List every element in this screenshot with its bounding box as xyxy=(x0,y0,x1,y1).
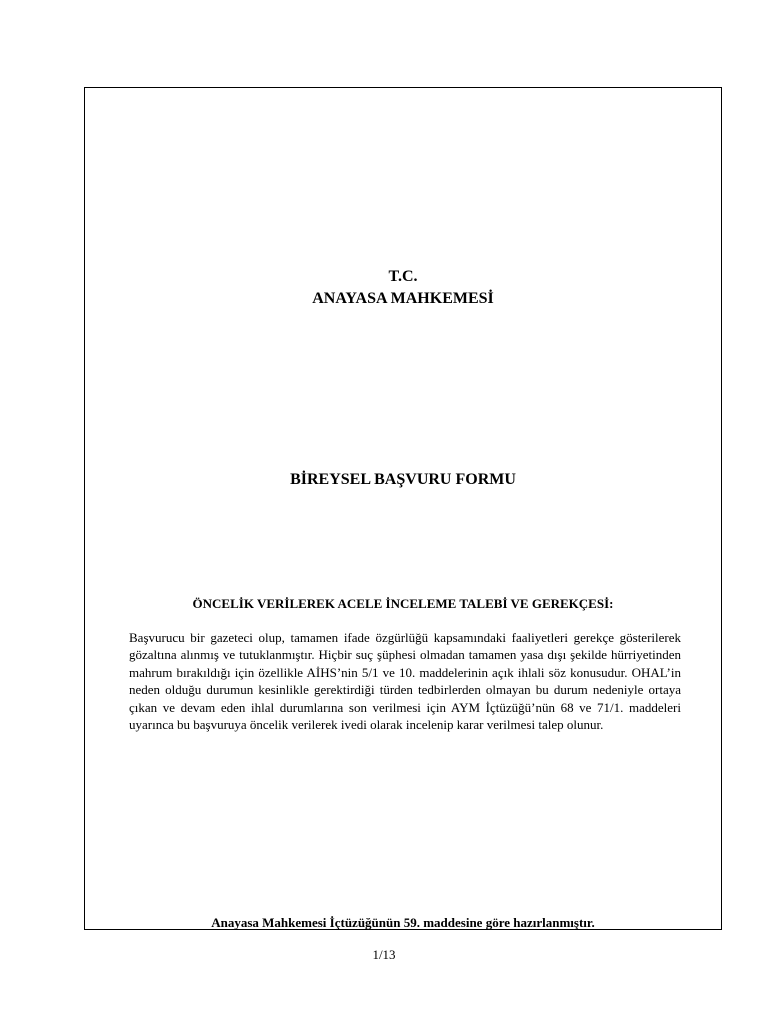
form-title: BİREYSEL BAŞVURU FORMU xyxy=(290,471,516,488)
page-number: 1/13 xyxy=(372,947,396,962)
header-line-tc: T.C. xyxy=(388,268,418,285)
form-border-frame xyxy=(84,87,722,930)
priority-request-heading: ÖNCELİK VERİLEREK ACELE İNCELEME TALEBİ VE GEREKÇESİ: xyxy=(192,596,614,611)
header-line-court-name: ANAYASA MAHKEMESİ xyxy=(312,290,494,307)
priority-request-body: Başvurucu bir gazeteci olup, tamamen ifade özgürlüğü kapsamındaki faaliyetleri gerekçe gösterilerek gözaltına alınmış ve tutuklanmıştır. Hiçbir suç şüphesi olmadan tamamen yasa dışı şekilde hürriyetinden mahrum bırakıldığı için özellikle AİHS’nin 5/1 ve 10. maddelerinin açık ihlali söz konusudur. OHAL’in neden olduğu durumun kesinlikle gerektirdiği türden tedbirlerden olmayan bu durum nedeniyle ortaya çıkan ve devam eden ihlal durumlarına son verilmesi için AYM İçtüzüğü’nün 68 ve 71/1. maddeleri uyarınca bu başvuruya öncelik verilerek ivedi olarak incelenip karar verilmesi talep olunur. xyxy=(129,630,681,733)
court-header xyxy=(85,266,721,310)
form-footer-note: Anayasa Mahkemesi İçtüzüğünün 59. maddesine göre hazırlanmıştır. xyxy=(211,915,595,930)
